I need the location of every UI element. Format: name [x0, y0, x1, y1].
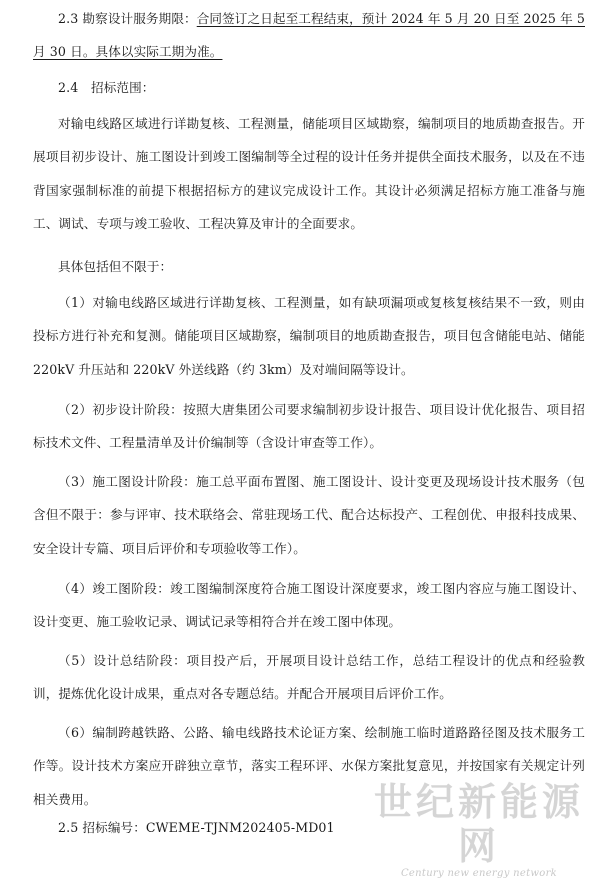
- tender-code: CWEME-TJNM202405-MD01: [145, 820, 335, 835]
- section-2-5-tender-number: [33, 811, 585, 844]
- watermark-english: Century new energy network: [400, 868, 558, 879]
- scope-item-2: （2）初步设计阶段：按照大唐集团公司要求编制初步设计报告、项目设计优化报告、项目招标技术文件、工程量清单及计价编制等（含设计审查等工作）。: [33, 402, 585, 451]
- section-2-4-heading: 2.4 招标范围：: [58, 80, 155, 95]
- section-2-3-period-text: 合同签订之日起至工程结束，预计 2024 年 5 月 20 日至 2025 年 5 月 30 日。具体以实际工期为准。: [33, 11, 585, 60]
- scope-item-1: （1）对输电线路区域进行详勘复核、工程测量，如有缺项漏项或复核复核结果不一致，则由投标方进行补充和复测。储能项目区域勘察，编制项目的地质勘查报告，项目包含储能电站、储能 220kV 升压站和 220kV 外送线路（约 3km）及对端间隔等设计。: [33, 295, 585, 377]
- scope-item-3: （3）施工图设计阶段：施工总平面布置图、施工图设计、设计变更及现场设计技术服务（包含但不限于：参与评审、技术联络会、常驻现场工代、配合达标投产、工程创优、申报科技成果、安全设计专篇、项目后评价和专项验收等工作）。: [33, 474, 585, 556]
- section-2-3-service-period: [33, 2, 585, 69]
- section-2-3-label: 2.3 勘察设计服务期限：: [58, 11, 197, 26]
- scope-item-5: （5）设计总结阶段：项目投产后，开展项目设计总结工作，总结工程设计的优点和经验教训，提炼优化设计成果，重点对各专题总结。并配合开展项目后评价工作。: [33, 653, 585, 702]
- section-2-4-intro: 对输电线路区域进行详勘复核、工程测量，储能项目区域勘察，编制项目的地质勘查报告。开展项目初步设计、施工图设计到竣工图编制等全过程的设计任务并提供全面技术服务，以及在不违背国家强制标准的前提下根据招标方的建议完成设计工作。其设计必须满足招标方施工准备与施工、调试、专项与竣工验收、工程决算及审计的全面要求。: [33, 116, 585, 232]
- scope-item-6: （6）编制跨越铁路、公路、输电线路技术论证方案、绘制施工临时道路路径图及技术服务工作等。设计技术方案应开辟独立章节，落实工程环评、水保方案批复意见，并按国家有关规定计列相关费用。: [33, 725, 585, 807]
- section-2-4-include-label: 具体包括但不限于：: [58, 259, 173, 274]
- section-2-5-label: 2.5 招标编号：: [58, 820, 146, 835]
- scope-item-4: （4）竣工图阶段：竣工图编制深度符合施工图设计深度要求，竣工图内容应与施工图设计、设计变更、施工验收记录、调试记录等相符合并在竣工图中体现。: [33, 581, 585, 630]
- watermark-chinese: 世纪新能源网: [373, 780, 584, 868]
